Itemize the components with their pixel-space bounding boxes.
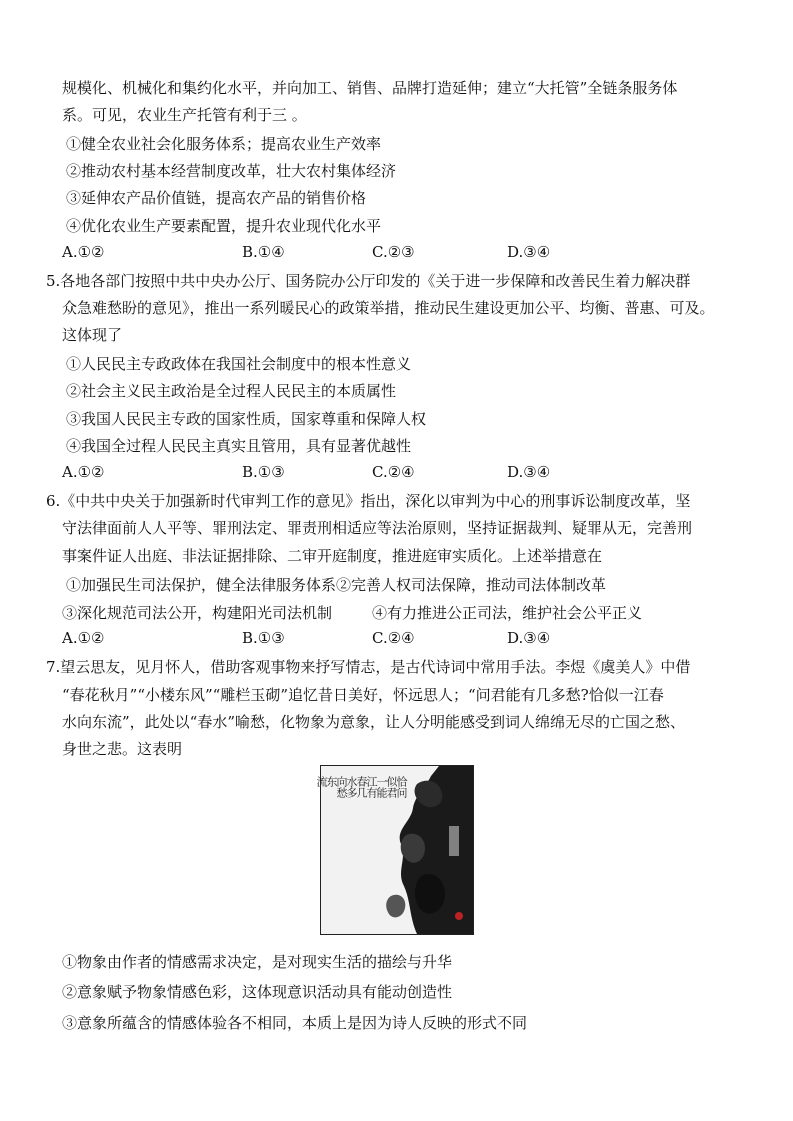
q6-option-b[interactable]: B.①③	[242, 629, 285, 647]
q7-stem-line3: 水向东流”，此处以“春水”喻愁，化物象为意象，让人分明能感受到词人绵绵无尽的亡国之愁、	[62, 713, 686, 731]
calligraphy-column: 向愁	[335, 776, 348, 798]
calligraphy-column: 似君	[385, 776, 398, 798]
q5-statement-2: ②社会主义民主政治是全过程人民民主的本质属性	[66, 382, 397, 400]
calligraphy-column: 春几	[355, 776, 368, 798]
q5-option-d[interactable]: D.③④	[507, 463, 551, 481]
q5-statement-3: ③我国人民民主专政的国家性质，国家尊重和保障人权	[66, 410, 427, 428]
q7-statement-2: ②意象赋予物象情感色彩，这体现意识活动具有能动创造性	[62, 983, 453, 1001]
q4-options	[62, 242, 762, 262]
q7-stem-line1: 7.望云思友，见月怀人，借助客观事物来抒写情志，是古代诗词中常用手法。李煜《虞美人》中借	[46, 658, 691, 676]
q4-statement-1: ①健全农业社会化服务体系；提高农业生产效率	[66, 135, 382, 153]
poem-calligraphy	[315, 776, 408, 926]
q6-option-c[interactable]: C.②④	[372, 629, 415, 647]
q4-statement-2: ②推动农村基本经营制度改革，壮大农村集体经济	[66, 162, 397, 180]
q7-statement-1: ①物象由作者的情感需求决定，是对现实生活的描绘与升华	[62, 953, 453, 971]
calligraphy-column: 东	[325, 776, 338, 787]
q4-option-b[interactable]: B.①④	[242, 243, 285, 261]
q6-option-d[interactable]: D.③④	[507, 629, 551, 647]
q5-stem-line2: 众急难愁盼的意见》，推出一系列暖民心的政策举措，推动民生建设更加公平、均衡、普惠、可及。	[62, 299, 715, 317]
q5-statement-4: ④我国全过程人民民主真实且管用，具有显著优越性	[66, 437, 412, 455]
q6-stem-line2: 守法律面前人人平等、罪刑法定、罪责刑相适应等法治原则，坚持证据裁判、疑罪从无，完善刑	[62, 519, 693, 537]
calligraphy-column: 恰问	[395, 776, 408, 798]
q4-statement-4: ④优化农业生产要素配置，提升农业现代化水平	[66, 217, 382, 235]
q7-stem-line2: “春花秋月”“小楼东风”“雕栏玉砌”追忆昔日美好，怀远思人；“问君能有几多愁?恰似一江春	[62, 686, 664, 704]
q6-stem-line1: 6.《中共中央关于加强新时代审判工作的意见》指出，深化以审判为中心的刑事诉讼制度改革，坚	[46, 492, 691, 510]
q5-options	[62, 462, 762, 482]
calligraphy-column: 水多	[345, 776, 358, 798]
q4-option-c[interactable]: C.②③	[372, 243, 415, 261]
q6-statement-3: ③深化规范司法公开，构建阳光司法机制	[62, 604, 333, 622]
q6-options	[62, 628, 762, 648]
q4-stem-line2: 系。可见，农业生产托管有利于三 。	[62, 106, 307, 124]
q5-option-b[interactable]: B.①③	[242, 463, 285, 481]
q7-statement-3: ③意象所蕴含的情感体验各不相同，本质上是因为诗人反映的形式不同	[62, 1014, 528, 1032]
q6-statement-4: ④有力推进公正司法，维护社会公平正义	[372, 604, 643, 622]
q6-statements-1-2: ①加强民生司法保护，健全法律服务体系②完善人权司法保障，推动司法体制改革	[66, 576, 607, 594]
q4-option-d[interactable]: D.③④	[507, 243, 551, 261]
q4-stem-line1: 规模化、机械化和集约化水平，并向加工、销售、品牌打造延伸；建立“大托管”全链条服务体	[62, 79, 678, 97]
poem-ink-painting	[315, 765, 474, 935]
calligraphy-column: 江有	[365, 776, 378, 798]
calligraphy-column: 一能	[375, 776, 388, 798]
q7-stem-line4: 身世之悲。这表明	[62, 740, 183, 758]
q5-stem-line1: 5.各地各部门按照中共中央办公厅、国务院办公厅印发的《关于进一步保障和改善民生着力解决群	[46, 272, 691, 290]
q5-statement-1: ①人民民主专政政体在我国社会制度中的根本性意义	[66, 355, 412, 373]
q4-option-a[interactable]: A.①②	[62, 243, 105, 261]
q4-statement-3: ③延伸农产品价值链，提高农产品的销售价格	[66, 189, 367, 207]
q5-option-a[interactable]: A.①②	[62, 463, 105, 481]
q5-stem-line3: 这体现了	[62, 326, 123, 344]
q6-stem-line3: 事案件证人出庭、非法证据排除、二审开庭制度，推进庭审实质化。上述举措意在	[62, 547, 603, 565]
q5-option-c[interactable]: C.②④	[372, 463, 415, 481]
q6-option-a[interactable]: A.①②	[62, 629, 105, 647]
calligraphy-column: 流	[315, 776, 328, 787]
